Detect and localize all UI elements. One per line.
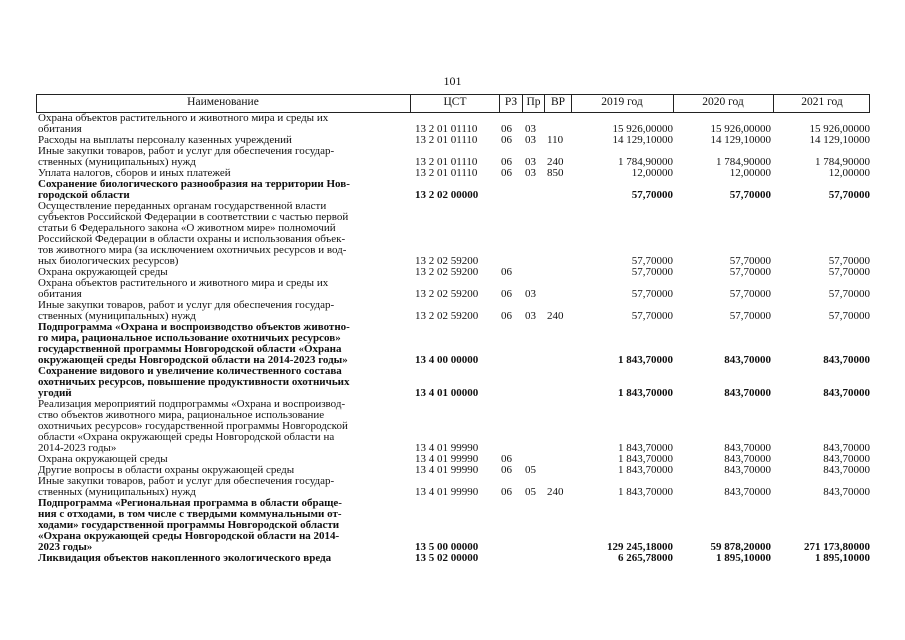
row-2021: 15 926,00000	[809, 123, 870, 135]
row-cst: 13 5 02 00000	[415, 552, 479, 564]
row-cst: 13 2 01 01110	[415, 123, 478, 135]
row-name-line: угодий	[38, 387, 72, 399]
row-2021: 57,70000	[828, 310, 870, 322]
row-name	[38, 322, 410, 366]
row-pr: 03	[525, 156, 536, 168]
row-vr: 240	[547, 310, 564, 322]
row-name	[38, 300, 410, 322]
row-rz: 06	[501, 134, 512, 146]
row-cst: 13 4 00 00000	[415, 354, 479, 366]
row-pr: 05	[525, 464, 536, 476]
row-2020: 57,70000	[729, 189, 771, 201]
row-2019: 57,70000	[631, 189, 673, 201]
row-name-line: Осуществление переданных органам государственной власти	[38, 200, 327, 212]
row-name-line: Уплата налогов, сборов и иных платежей	[38, 167, 231, 179]
row-2021: 1 784,90000	[815, 156, 870, 168]
row-2021: 843,70000	[823, 464, 870, 476]
row-2019: 1 843,70000	[618, 453, 673, 465]
row-name-line: ных биологических ресурсов)	[38, 255, 179, 267]
row-2020: 15 926,00000	[710, 123, 771, 135]
row-name-line: обитания	[38, 123, 82, 135]
table-row	[36, 322, 870, 366]
row-name-line: тов животного мира (за исключением охотничьих ресурсов и вод-	[38, 244, 347, 256]
row-2021: 12,00000	[828, 167, 870, 179]
budget-table	[36, 94, 870, 564]
row-2019: 14 129,10000	[612, 134, 673, 146]
row-name-line: 2023 годы»	[38, 541, 93, 553]
row-2019: 57,70000	[631, 255, 673, 267]
table-body	[36, 113, 870, 564]
row-name-line: субъектов Российской Федерации в соответствии с частью первой	[38, 211, 349, 223]
header-2021: 2021 год	[801, 96, 843, 108]
row-2019: 1 843,70000	[618, 464, 673, 476]
table-row	[36, 476, 870, 498]
row-name	[38, 146, 410, 168]
row-2021: 57,70000	[828, 255, 870, 267]
row-rz: 06	[501, 486, 512, 498]
row-name	[38, 278, 410, 300]
row-cst: 13 2 01 01110	[415, 134, 478, 146]
row-rz: 06	[501, 123, 512, 135]
row-name-line: Ликвидация объектов накопленного экологического вреда	[38, 552, 332, 564]
row-name	[38, 113, 410, 135]
row-rz: 06	[501, 288, 512, 300]
row-2021: 843,70000	[823, 387, 870, 399]
row-cst: 13 2 02 59200	[415, 255, 479, 267]
row-vr: 240	[547, 486, 564, 498]
row-name-line: ственных (муниципальных) нужд	[38, 486, 196, 498]
row-rz: 06	[501, 453, 512, 465]
row-name-line: статьи 6 Федерального закона «О животном мире» полномочий	[38, 222, 336, 234]
row-name-line: Расходы на выплаты персоналу казенных учреждений	[38, 134, 292, 146]
row-cst: 13 2 02 59200	[415, 288, 479, 300]
row-name-line: Охрана объектов растительного и животного мира и среды их	[38, 112, 329, 124]
row-2019: 1 843,70000	[618, 354, 673, 366]
table-row	[36, 300, 870, 322]
row-2021: 1 895,10000	[815, 552, 870, 564]
row-name	[38, 366, 410, 399]
row-cst: 13 2 01 01110	[415, 167, 478, 179]
row-vr: 850	[547, 167, 564, 179]
page-number: 101	[443, 74, 462, 88]
row-2021: 843,70000	[823, 442, 870, 454]
row-cst: 13 2 01 01110	[415, 156, 478, 168]
row-2020: 57,70000	[729, 288, 771, 300]
row-name-line: ство объектов животного мира, рациональное использование	[38, 409, 325, 421]
row-cst: 13 2 02 59200	[415, 310, 479, 322]
row-name-line: городской области	[38, 189, 130, 201]
row-2020: 57,70000	[729, 310, 771, 322]
row-cst: 13 4 01 99990	[415, 442, 479, 454]
row-2020: 14 129,10000	[710, 134, 771, 146]
row-name-line: Охрана окружающей среды	[38, 453, 168, 465]
row-2020: 57,70000	[729, 255, 771, 267]
row-2020: 57,70000	[729, 266, 771, 278]
header-rz: РЗ	[504, 96, 518, 108]
row-2020: 843,70000	[724, 486, 771, 498]
row-name	[38, 498, 410, 553]
row-2020: 843,70000	[724, 453, 771, 465]
header-vr: ВР	[550, 96, 566, 108]
table-row	[36, 113, 870, 135]
row-name-line: ственных (муниципальных) нужд	[38, 156, 196, 168]
row-name-line: ственных (муниципальных) нужд	[38, 310, 196, 322]
row-2020: 843,70000	[724, 442, 771, 454]
table-row	[36, 366, 870, 399]
row-2021: 57,70000	[828, 288, 870, 300]
row-2019: 57,70000	[631, 288, 673, 300]
header-pr: Пр	[526, 96, 541, 108]
row-2019: 1 843,70000	[618, 442, 673, 454]
row-2019: 57,70000	[631, 310, 673, 322]
row-name-line: ния с отходами, в том числе с твердыми коммунальными от-	[38, 508, 342, 520]
row-name-line: обитания	[38, 288, 82, 300]
row-cst: 13 5 00 00000	[415, 541, 479, 553]
row-name	[38, 179, 410, 201]
row-name-line: Охрана объектов растительного и животного мира и среды их	[38, 277, 329, 289]
row-name	[38, 399, 410, 454]
row-name-line: Реализация мероприятий подпрограммы «Охрана и воспроизвод-	[38, 398, 346, 410]
row-2019: 1 784,90000	[618, 156, 673, 168]
row-vr: 240	[547, 156, 564, 168]
row-rz: 06	[501, 464, 512, 476]
row-2019: 1 843,70000	[618, 387, 673, 399]
table-row	[36, 201, 870, 267]
table-row	[36, 179, 870, 201]
row-name-line: охотничьих ресурсов, повышение продуктивности охотничьих	[38, 376, 350, 388]
row-name-line: области «Охрана окружающей среды Новгородской области на	[38, 431, 335, 443]
table-row	[36, 399, 870, 454]
row-pr: 03	[525, 167, 536, 179]
row-pr: 03	[525, 288, 536, 300]
row-2020: 12,00000	[729, 167, 771, 179]
row-cst: 13 4 01 00000	[415, 387, 479, 399]
row-name-line: «Охрана окружающей среды Новгородской области на 2014-	[38, 530, 340, 542]
row-2019: 129 245,18000	[607, 541, 673, 553]
row-name-line: Подпрограмма «Региональная программа в области обраще-	[38, 497, 342, 509]
row-cst: 13 4 01 99990	[415, 453, 479, 465]
header-cst: ЦСТ	[443, 96, 467, 108]
header-2020: 2020 год	[702, 96, 744, 108]
row-2020: 59 878,20000	[710, 541, 771, 553]
table-row	[36, 498, 870, 553]
row-2019: 57,70000	[631, 266, 673, 278]
row-name-line: Иные закупки товаров, работ и услуг для обеспечения государ-	[38, 299, 335, 311]
table-header	[36, 94, 870, 113]
row-2021: 843,70000	[823, 354, 870, 366]
row-2019: 6 265,78000	[618, 552, 673, 564]
row-pr: 03	[525, 134, 536, 146]
row-2021: 14 129,10000	[809, 134, 870, 146]
row-cst: 13 4 01 99990	[415, 486, 479, 498]
row-name-line: Иные закупки товаров, работ и услуг для обеспечения государ-	[38, 145, 335, 157]
row-2020: 843,70000	[724, 387, 771, 399]
table-row	[36, 553, 870, 564]
row-name-line: Сохранение видового и увеличение количественного состава	[38, 365, 342, 377]
row-2020: 843,70000	[724, 354, 771, 366]
row-name	[38, 476, 410, 498]
header-name: Наименование	[187, 96, 259, 108]
row-2021: 271 173,80000	[804, 541, 870, 553]
row-pr: 03	[525, 123, 536, 135]
row-name-line: Охрана окружающей среды	[38, 266, 168, 278]
row-rz: 06	[501, 266, 512, 278]
row-pr: 03	[525, 310, 536, 322]
row-2021: 843,70000	[823, 453, 870, 465]
row-vr: 110	[547, 134, 564, 146]
row-2019: 15 926,00000	[612, 123, 673, 135]
row-name-line: го мира, рациональное использование охотничьих ресурсов»	[38, 332, 341, 344]
row-2020: 843,70000	[724, 464, 771, 476]
row-name-line: Подпрограмма «Охрана и воспроизводство объектов животно-	[38, 321, 350, 333]
row-2019: 12,00000	[631, 167, 673, 179]
row-rz: 06	[501, 156, 512, 168]
row-rz: 06	[501, 167, 512, 179]
row-name-line: Иные закупки товаров, работ и услуг для обеспечения государ-	[38, 475, 335, 487]
row-name	[38, 553, 410, 564]
row-name-line: государственной программы Новгородской области «Охрана	[38, 343, 342, 355]
row-name-line: 2014-2023 годы»	[38, 442, 117, 454]
row-name-line: Российской Федерации в области охраны и использования объек-	[38, 233, 346, 245]
row-rz: 06	[501, 310, 512, 322]
row-name-line: охотничьих ресурсов» государственной программы Новгородской	[38, 420, 348, 432]
row-cst: 13 2 02 00000	[415, 189, 479, 201]
table-row	[36, 146, 870, 168]
row-2021: 57,70000	[828, 266, 870, 278]
row-name	[38, 201, 410, 267]
row-name-line: окружающей среды Новгородской области на 2014-2023 годы»	[38, 354, 348, 366]
row-2020: 1 895,10000	[716, 552, 771, 564]
row-cst: 13 2 02 59200	[415, 266, 479, 278]
row-name-line: Сохранение биологического разнообразия на территории Нов-	[38, 178, 350, 190]
row-2019: 1 843,70000	[618, 486, 673, 498]
row-2021: 57,70000	[828, 189, 870, 201]
row-name-line: Другие вопросы в области охраны окружающей среды	[38, 464, 295, 476]
row-cst: 13 4 01 99990	[415, 464, 479, 476]
row-name-line: ходами» государственной программы Новгородской области	[38, 519, 340, 531]
row-pr: 05	[525, 486, 536, 498]
row-2020: 1 784,90000	[716, 156, 771, 168]
header-2019: 2019 год	[601, 96, 643, 108]
row-2021: 843,70000	[823, 486, 870, 498]
table-row	[36, 278, 870, 300]
